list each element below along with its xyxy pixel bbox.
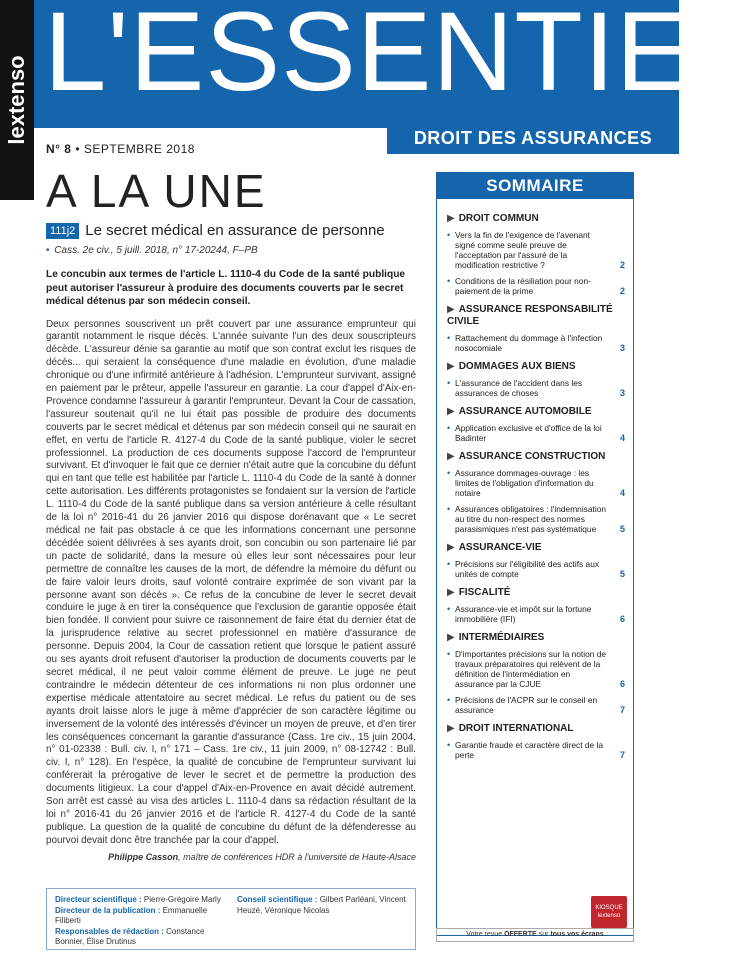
- brand-logo: lextenso: [0, 0, 34, 200]
- issue-number: N° 8: [46, 142, 72, 156]
- sommaire-panel: [436, 172, 634, 936]
- triangle-right-icon: ▶: [447, 632, 455, 643]
- triangle-right-icon: ▶: [447, 587, 455, 598]
- bullet-icon: •: [447, 276, 451, 286]
- triangle-right-icon: ▶: [447, 361, 455, 372]
- credits-col-left: [55, 895, 235, 948]
- section-title-text: ASSURANCE RESPONSABILITÉ CIVILE: [447, 304, 613, 327]
- sommaire-section-title[interactable]: [447, 406, 625, 418]
- sommaire-item-page: 7: [619, 705, 625, 715]
- case-citation-row: [46, 245, 416, 256]
- offer-text: sur: [538, 931, 549, 938]
- article-title-row: [46, 222, 416, 239]
- section-title-text: DROIT COMMUN: [458, 213, 539, 224]
- triangle-right-icon: ▶: [447, 723, 455, 734]
- author-name: Philippe Casson: [108, 851, 179, 862]
- sommaire-item-text: D'importantes précisions sur la notion de travaux préparatoires qui relèvent de la définition de l'intermédiation en assurance par la CJUE: [455, 649, 607, 689]
- credit-value: Gilbert Parléani, Vincent Heuzé, Véronique Nicolas: [237, 895, 406, 915]
- offer-banner[interactable]: [436, 928, 634, 942]
- sommaire-item[interactable]: [447, 333, 625, 353]
- bullet-icon: •: [447, 559, 451, 569]
- sommaire-item[interactable]: [447, 230, 625, 270]
- sommaire-item[interactable]: [447, 468, 625, 498]
- sommaire-item-text: Assurance dommages-ouvrage : les limites de l'obligation d'information du notaire: [455, 468, 594, 498]
- sommaire-item[interactable]: [447, 504, 625, 534]
- author-role: , maître de conférences HDR à l'université de Haute-Alsace: [178, 851, 416, 862]
- section-title-text: FISCALITÉ: [458, 587, 511, 598]
- rubric-banner: DROIT DES ASSURANCES: [387, 122, 679, 154]
- issue-separator: •: [75, 142, 81, 156]
- sommaire-section-title[interactable]: [447, 632, 625, 644]
- triangle-right-icon: ▶: [447, 451, 455, 462]
- sommaire-item-text: Rattachement du dommage à l'infection nosocomiale: [455, 333, 603, 353]
- sommaire-item-page: 6: [619, 679, 625, 689]
- sommaire-section-title[interactable]: [447, 723, 625, 735]
- kiosque-line2: lextenso: [597, 913, 621, 919]
- sommaire-item-text: L'assurance de l'accident dans les assurances de choses: [455, 378, 583, 398]
- sommaire-item-text: Application exclusive et d'office de la loi Badinter: [455, 423, 602, 443]
- sommaire-item-text: Précisions sur l'éligibilité des actifs aux unités de compte: [455, 559, 600, 579]
- sommaire-list: [437, 199, 633, 760]
- sommaire-item[interactable]: [447, 559, 625, 579]
- sommaire-section-title[interactable]: [447, 213, 625, 225]
- section-title-text: ASSURANCE AUTOMOBILE: [458, 406, 592, 417]
- credits-col-right: [237, 895, 417, 916]
- sommaire-section-title[interactable]: [447, 304, 625, 328]
- credit-label: Directeur scientifique :: [55, 895, 142, 904]
- sommaire-item-page: 6: [619, 614, 625, 624]
- section-title-text: ASSURANCE-VIE: [458, 542, 542, 553]
- sommaire-item-page: 5: [619, 524, 625, 534]
- sommaire-item[interactable]: [447, 276, 625, 296]
- sommaire-item[interactable]: [447, 378, 625, 398]
- credit-value: Constance Bonnier, Élise Drutinus: [55, 926, 205, 946]
- article-body: Deux personnes souscrivent un prêt couvert par une assurance emprunteur qui garantit notamment le risque décès. L'année suivante l'un des deux souscripteurs décède. L'assureur dénie sa garantie au motif que son contrat exclut les risques de décès... qui seraient la conséquence d'une maladie en évolution, d'une maladie chronique ou d'une infirmité antérieure à l'adhésion. L'emprunteur survivant, assigné en paiement par le prêteur, appelle l'assureur en garantie. La cour d'appel d'Aix-en-Provence condamne l'assureur à garantir l'emprunteur. Devant la Cour de cassation, l'assureur soutenait qu'il ne lui était pas possible de produire des documents couverts par le secret médical et détenus par son médecin conseil qui ne saurait en effet, en vertu de l'article R. 4127-4 du Code de la santé publique, violer le secret professionnel. La production de ces documents suppose l'accord de l'emprunteur survivant. Et d'invoquer le fait que ce dernier n'était autre que la concubine du défunt qui en tant que telle est habilitée par l'article L. 1110-4 du Code de la santé à donner cette autorisation. Les différents protagonistes se fondaient sur la version de l'article L. 1110-4 du Code de la santé publique dans sa version antérieure à celle résultant de la loi n° 2016-41 du 26 janvier 2016 qui dispose dorénavant que « Le secret médical ne fait pas obstacle à ce que les informations concernant une personne décédée soient délivrées à ses ayants droit, son concubin ou son partenaire lié par un pacte de solidarité, dans la mesure où elles leur sont nécessaires pour leur permettre de connaître les causes de la mort, de défendre la mémoire du défunt ou de faire valoir leurs droits, sauf volonté contraire exprimée de son vivant par la personne avant son décès ». Ce refus de la concubine de lever le secret devait conduire le juge à en tirer la conséquence que l'exclusion de garantie opposée était bien fondée. Il convient pour suivre ce raisonnement de faire état du dernier état de la jurisprudence relative au secret professionnel en matière d'assurance de personne. Depuis 2004, la Cour de cassation retient que lorsque le patient assuré ou ses ayants droit refusent d'autoriser la production de documents couverts par le secret médical, il ne peut valoir comme élément de preuve. Le juge ne peut contraindre le médecin détenteur de ces informations ni non plus ordonner une expertise médicale attentatoire au secret médical. Le refus du patient ou de ses ayants droit laisse alors le juge à même d'apprécier de son caractère légitime ou inversement de la volonté des intéressés d'évincer un moyen de preuve, et d'en tirer les conséquences concernant la garantie d'assurance (Cass. 1re civ., 15 juin 2004, n° 01-02338 : Bull. civ. I, n° 171 – Cass. 1re civ., 11 juin 2009, n° 08-12742 : Bull. civ. I, n° 128). En l'espèce, la qualité de concubine de l'emprunteur survivant lui conférerait la prérogative de lever le secret et de permettre la production des documents litigieux. La cour d'appel d'Aix-en-Provence en avait décidé autrement. Son arrêt est cassé au visa des articles L. 1110-4 dans sa rédaction résultant de la loi n° 2016-41 du 26 janvier 2016 et de l'article R. 4127-4 du Code de la santé publique. La question de la qualité de concubine du défunt de la défenderesse au pourvoi devait donc être tranchée par la cour d'appel.: [46, 318, 416, 846]
- offer-bold: tous vos écrans: [550, 931, 604, 938]
- bullet-icon: •: [447, 230, 451, 240]
- sommaire-section-title[interactable]: [447, 451, 625, 463]
- sommaire-section: [447, 723, 625, 760]
- triangle-right-icon: ▶: [447, 304, 455, 315]
- sommaire-section-title[interactable]: [447, 542, 625, 554]
- bullet-icon: •: [447, 649, 451, 659]
- sommaire-item-page: 4: [619, 488, 625, 498]
- sommaire-section-title[interactable]: [447, 587, 625, 599]
- section-title-text: DOMMAGES AUX BIENS: [458, 361, 576, 372]
- author-byline: [46, 852, 416, 862]
- bullet-icon: •: [46, 245, 50, 256]
- section-title-text: INTERMÉDIAIRES: [458, 632, 545, 643]
- credit-value: Emmanuelle Filiberti: [55, 905, 208, 925]
- sommaire-item[interactable]: [447, 604, 625, 624]
- sommaire-item-text: Vers la fin de l'exigence de l'avenant signé comme seule preuve de l'acceptation par l'assuré de la modification restrictive ?: [455, 230, 590, 270]
- bullet-icon: •: [447, 333, 451, 343]
- sommaire-section: [447, 587, 625, 624]
- sommaire-section: [447, 213, 625, 296]
- bullet-icon: •: [447, 468, 451, 478]
- bullet-icon: •: [447, 740, 451, 750]
- offer-bold: OFFERTE: [504, 931, 537, 938]
- article-title: Le secret médical en assurance de personne: [85, 222, 385, 239]
- main-article: [46, 166, 416, 862]
- article-lead: Le concubin aux termes de l'article L. 1110-4 du Code de la santé publique peut autoriser l'assureur à produire des documents couverts par le secret médical détenus par son médecin conseil.: [46, 269, 406, 307]
- sommaire-item-page: 2: [619, 286, 625, 296]
- article-code: 111j2: [46, 223, 79, 239]
- bullet-icon: •: [447, 423, 451, 433]
- sommaire-item-page: 7: [619, 750, 625, 760]
- issue-line: [46, 142, 195, 156]
- section-title-text: ASSURANCE CONSTRUCTION: [458, 451, 606, 462]
- sommaire-item-page: 4: [619, 433, 625, 443]
- case-citation: Cass. 2e civ., 5 juill. 2018, n° 17-20244, F–PB: [54, 245, 258, 256]
- credit-label: Responsables de rédaction :: [55, 926, 164, 936]
- offer-text: Votre revue: [466, 931, 503, 938]
- sommaire-item-page: 2: [619, 260, 625, 270]
- sommaire-section: [447, 542, 625, 579]
- issue-date: SEPTEMBRE 2018: [83, 142, 195, 156]
- triangle-right-icon: ▶: [447, 213, 455, 224]
- sommaire-item[interactable]: [447, 740, 625, 760]
- bullet-icon: •: [447, 604, 451, 614]
- sommaire-section: [447, 451, 625, 534]
- sommaire-item-text: Assurance-vie et impôt sur la fortune immobilière (IFI): [455, 604, 592, 624]
- sommaire-item-text: Précisions de l'ACPR sur le conseil en assurance: [455, 695, 598, 715]
- sommaire-item-page: 3: [619, 343, 625, 353]
- magazine-title: L'ESSENTIEL: [44, 0, 755, 114]
- sommaire-section: [447, 361, 625, 398]
- triangle-right-icon: ▶: [447, 542, 455, 553]
- bullet-icon: •: [447, 695, 451, 705]
- credit-label: Conseil scientifique :: [237, 895, 318, 904]
- sommaire-section: [447, 304, 625, 353]
- credit-value: Pierre-Grégoire Marly: [143, 895, 221, 904]
- sommaire-title: SOMMAIRE: [437, 173, 633, 199]
- sommaire-item-text: Garantie fraude et caractère direct de la perte: [455, 740, 604, 760]
- sommaire-item[interactable]: [447, 423, 625, 443]
- credit-label: Directeur de la publication :: [55, 905, 161, 915]
- kiosque-logo[interactable]: [591, 896, 627, 928]
- kiosque-line1: KIOSQUE: [595, 905, 623, 911]
- sommaire-item[interactable]: [447, 695, 625, 715]
- sommaire-item-page: 5: [619, 569, 625, 579]
- sommaire-item-text: Assurances obligatoires : l'indemnisation au titre du non-respect des normes parasismiques n'est pas systématique: [455, 504, 607, 534]
- sommaire-section: [447, 632, 625, 715]
- section-title-text: DROIT INTERNATIONAL: [458, 723, 574, 734]
- sommaire-section-title[interactable]: [447, 361, 625, 373]
- sommaire-item-text: Conditions de la résiliation pour non-paiement de la prime: [455, 276, 591, 296]
- sommaire-section: [447, 406, 625, 443]
- bullet-icon: •: [447, 378, 451, 388]
- triangle-right-icon: ▶: [447, 406, 455, 417]
- section-heading: A LA UNE: [46, 165, 267, 217]
- sommaire-item-page: 3: [619, 388, 625, 398]
- bullet-icon: •: [447, 504, 451, 514]
- sommaire-item[interactable]: [447, 649, 625, 689]
- credits-box: [46, 888, 416, 950]
